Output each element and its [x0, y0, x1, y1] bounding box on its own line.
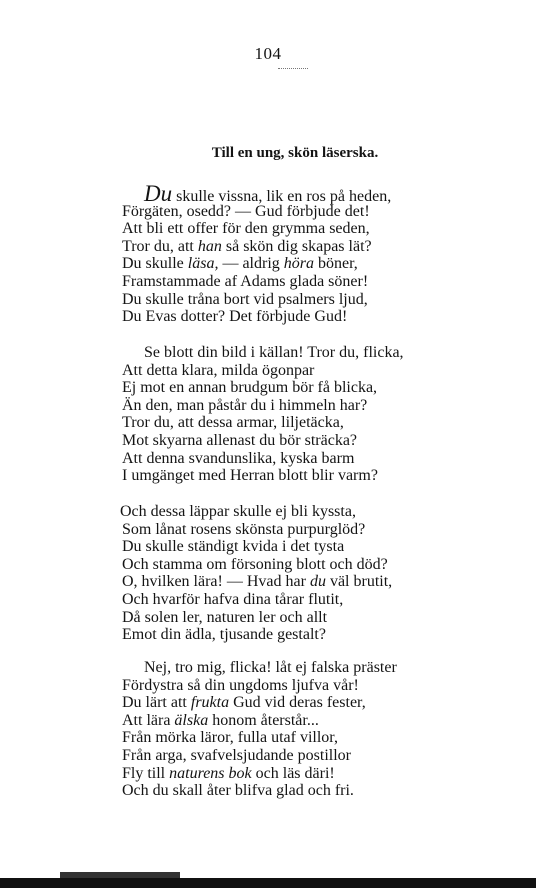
line-text: Tror du, att — [122, 237, 198, 255]
italic-word: läsa, — [187, 255, 219, 273]
poem-line — [122, 468, 378, 484]
poem-line — [122, 274, 368, 290]
line-text: Och dessa läppar skulle ej bli kyssta, — [120, 503, 356, 520]
poem-line — [122, 204, 370, 220]
line-text: Att bli ett offer för den grymma seden, — [122, 220, 370, 238]
poem-title: Till en ung, skön läserska. — [211, 145, 379, 161]
line-text: Gud vid deras fester, — [229, 694, 366, 712]
poem-line — [122, 627, 326, 643]
poem-line — [122, 380, 377, 396]
line-text: Ej mot en annan brudgum bör få blicka, — [122, 379, 378, 397]
poem-line — [120, 504, 356, 520]
line-text: Och stamma om försoning blott och död? — [122, 555, 388, 573]
line-text: så skön dig skapas lät? — [221, 237, 372, 255]
line-text: Mot skyarna allenast du bör sträcka? — [122, 432, 358, 449]
line-text: Framstammade af Adams glada söner! — [122, 273, 369, 290]
line-text: Du skulle ständigt kvida i det tysta — [122, 538, 345, 556]
line-text: O, hvilken lära! — Hvad har — [122, 573, 310, 591]
poem-line — [122, 239, 372, 255]
italic-word: du — [309, 573, 326, 591]
line-text: Att detta klara, milda ögonpar — [122, 361, 315, 379]
poem-line — [122, 522, 365, 538]
line-text: Och du skall åter blifva glad och fri. — [122, 782, 354, 800]
italic-word: han — [197, 237, 222, 255]
line-text: Och hvarför hafva dina tårar flutit, — [122, 591, 344, 608]
poem-line — [122, 713, 319, 729]
italic-word: frukta — [190, 694, 230, 712]
line-text: — aldrig — [218, 255, 284, 273]
line-text: Från mörka läror, fulla utaf villor, — [122, 729, 338, 747]
line-text: Från arga, svafvelsjudande postillor — [122, 747, 351, 764]
poem-line — [122, 592, 343, 608]
poem-line — [122, 451, 354, 467]
line-text: böner, — [314, 255, 358, 273]
line-text: skulle vissna, lik en ros på heden, — [172, 188, 392, 205]
italic-word: älska — [174, 711, 209, 729]
line-text: Att denna svandunslika, kyska barm — [122, 449, 355, 467]
poem-line — [122, 695, 366, 711]
poem-line — [122, 610, 327, 626]
poem-line — [122, 363, 314, 379]
line-text: väl brutit, — [325, 573, 393, 591]
poem-line — [122, 783, 354, 799]
poem-line — [122, 309, 347, 325]
poem-line — [122, 766, 335, 782]
line-text: honom återstår... — [208, 711, 319, 729]
poem-line — [122, 221, 370, 237]
poem-line — [122, 730, 338, 746]
poem-line — [144, 345, 404, 361]
italic-word: naturens bok — [169, 764, 252, 782]
poem-line — [144, 660, 397, 676]
line-text: Att lära — [122, 711, 175, 729]
page-number: 104 — [254, 44, 282, 63]
line-text: Nej, tro mig, flicka! låt ej falska präster — [144, 659, 397, 676]
poem-line — [122, 292, 368, 308]
scan-bottom-edge — [0, 878, 536, 888]
line-text: Du skulle — [122, 255, 188, 273]
line-text: Fördystra så din ungdoms ljufva vår! — [122, 676, 359, 694]
poem-line — [122, 557, 388, 573]
poem-line — [122, 433, 357, 449]
page-number-rule — [278, 68, 308, 69]
line-text: Du lärt att — [122, 694, 191, 712]
poem-line — [122, 574, 392, 590]
poem-line — [122, 415, 344, 431]
italic-word: höra — [283, 255, 315, 273]
line-text: Då solen ler, naturen ler och allt — [122, 608, 328, 626]
poem-line — [122, 748, 351, 764]
poem-line — [122, 398, 367, 414]
line-text: I umgänget med Herran blott blir varm? — [122, 467, 378, 485]
poem-line — [122, 539, 344, 555]
line-text: Förgäten, osedd? — Gud förbjude det! — [122, 202, 370, 220]
poem-line — [122, 256, 358, 272]
line-text: Som lånat rosens skönsta purpurglöd? — [122, 520, 366, 538]
drop-cap: Du — [144, 181, 173, 206]
line-text: Fly till — [122, 764, 170, 782]
line-text: Tror du, att dessa armar, liljetäcka, — [122, 414, 344, 432]
line-text: Se blott din bild i källan! Tror du, flicka, — [144, 344, 404, 361]
line-text: och läs däri! — [251, 764, 335, 782]
poem-line — [122, 678, 359, 694]
line-text: Emot din ädla, tjusande gestalt? — [122, 626, 326, 644]
line-text: Du Evas dotter? Det förbjude Gud! — [122, 308, 348, 326]
line-text: Än den, man påstår du i himmeln har? — [122, 396, 368, 414]
line-text: Du skulle tråna bort vid psalmers ljud, — [122, 290, 368, 308]
